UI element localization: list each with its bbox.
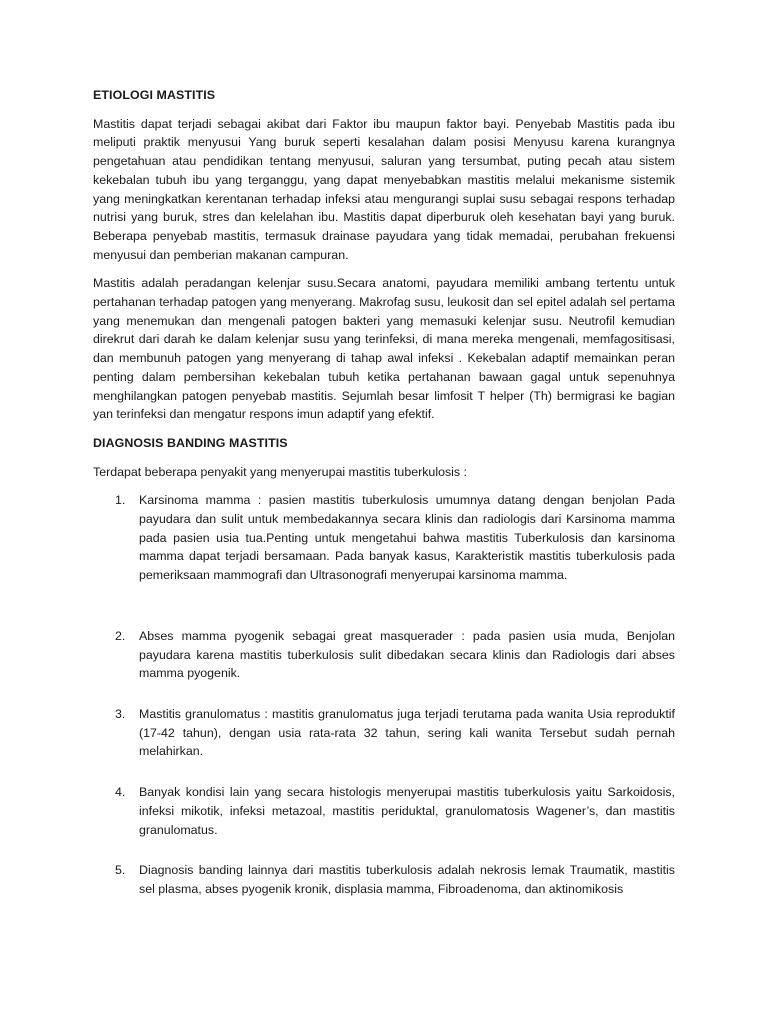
paragraph-etiologi-2: Mastitis adalah peradangan kelenjar susu.Secara anatomi, payudara memiliki ambang tertentu untuk pertahanan terhadap patogen yang menyerang. Makrofag susu, leukosit dan sel epitel adalah sel pertama yang menemukan dan mengenali patogen bakteri yang memasuki kelenjar susu. Neutrofil kemudian direkrut dari darah ke dalam kelenjar susu yang terinfeksi, di mana mereka mengenali, memfagositisasi, dan membunuh patogen yang menyerang di tahap awal infeksi . Kekebalan adaptif memainkan peran penting dalam pembersihan kekebalan tubuh ketika pertahanan bawaan gagal untuk sepenuhnya menghilangkan patogen penyebab mastitis. Sejumlah besar limfosit T helper (Th) bermigrasi ke bagian yan terinfeksi dan mengatur respons imun adaptif yang efektif.	[93, 276, 675, 422]
list-item	[93, 861, 675, 898]
paragraph-diagnosis-intro: Terdapat beberapa penyakit yang menyerupai mastitis tuberkulosis :	[93, 464, 467, 479]
list-item-text: Abses mamma pyogenik sebagai great masquerader : pada pasien usia muda, Benjolan payudara karena mastitis tuberkulosis sulit dibedakan secara klinis dan Radiologis dari abses mamma pyogenik.	[139, 628, 675, 681]
list-item-text: Diagnosis banding lainnya dari mastitis tuberkulosis adalah nekrosis lemak Traumatik, mastitis sel plasma, abses pyogenik kronik, displasia mamma, Fibroadenoma, dan aktinomikosis	[139, 863, 675, 896]
list-item-text: Karsinoma mamma : pasien mastitis tuberkulosis umumnya datang dengan benjolan Pada payudara dan sulit untuk membedakannya secara klinis dan radiologis dari Karsinoma mamma pada pasien usia tua.Penting untuk mengetahui bahwa mastitis Tuberkulosis dan karsinoma mamma dapat terjadi bersamaan. Pada banyak kasus, Karakteristik mastitis tuberkulosis pada pemeriksaan mammografi dan Ultrasonografi menyerupai karsinoma mamma.	[139, 493, 675, 583]
list-item-number: 5.	[115, 863, 126, 878]
list-item-number: 4.	[115, 785, 126, 800]
list-item-number: 2.	[115, 628, 126, 643]
list-item	[93, 705, 675, 761]
diagnosis-list	[93, 491, 675, 898]
list-item	[93, 783, 675, 839]
heading-diagnosis-banding: DIAGNOSIS BANDING MASTITIS	[93, 435, 288, 450]
list-item-number: 1.	[115, 493, 126, 508]
list-item-text: Mastitis granulomatus : mastitis granulomatus juga terjadi terutama pada wanita Usia reproduktif (17-42 tahun), dengan usia rata-rata 32 tahun, sering kali wanita Tersebut sudah pernah melahirkan.	[139, 706, 675, 759]
list-item-number: 3.	[115, 706, 126, 721]
list-item-text: Banyak kondisi lain yang secara histologis menyerupai mastitis tuberkulosis yaitu Sarkoidosis, infeksi mikotik, infeksi metazoal, mastitis periduktal, granulomatosis Wagener’s, dan mastitis granulomatus.	[139, 785, 675, 837]
list-item	[93, 491, 675, 585]
document-page	[93, 86, 675, 899]
list-item	[93, 627, 675, 683]
paragraph-etiologi-1: Mastitis dapat terjadi sebagai akibat dari Faktor ibu maupun faktor bayi. Penyebab Mastitis pada ibu meliputi praktik menyusui Yang buruk seperti kesalahan dalam posisi Menyusu karena kurangnya pengetahuan atau pendidikan tentang menyusui, saluran yang tersumbat, puting pecah atau sistem kekebalan tubuh ibu yang terganggu, yang dapat menyebabkan mastitis melalui mekanisme sistemik yang meningkatkan kerentanan terhadap infeksi atau mengurangi suplai susu sebagai respons terhadap nutrisi yang buruk, stres dan kelelahan ibu. Mastitis dapat diperburuk oleh kesehatan bayi yang buruk. Beberapa penyebab mastitis, termasuk drainase payudara yang tidak memadai, perubahan frekuensi menyusui dan pemberian makanan campuran.	[93, 116, 675, 262]
heading-etiologi: ETIOLOGI MASTITIS	[93, 88, 216, 102]
